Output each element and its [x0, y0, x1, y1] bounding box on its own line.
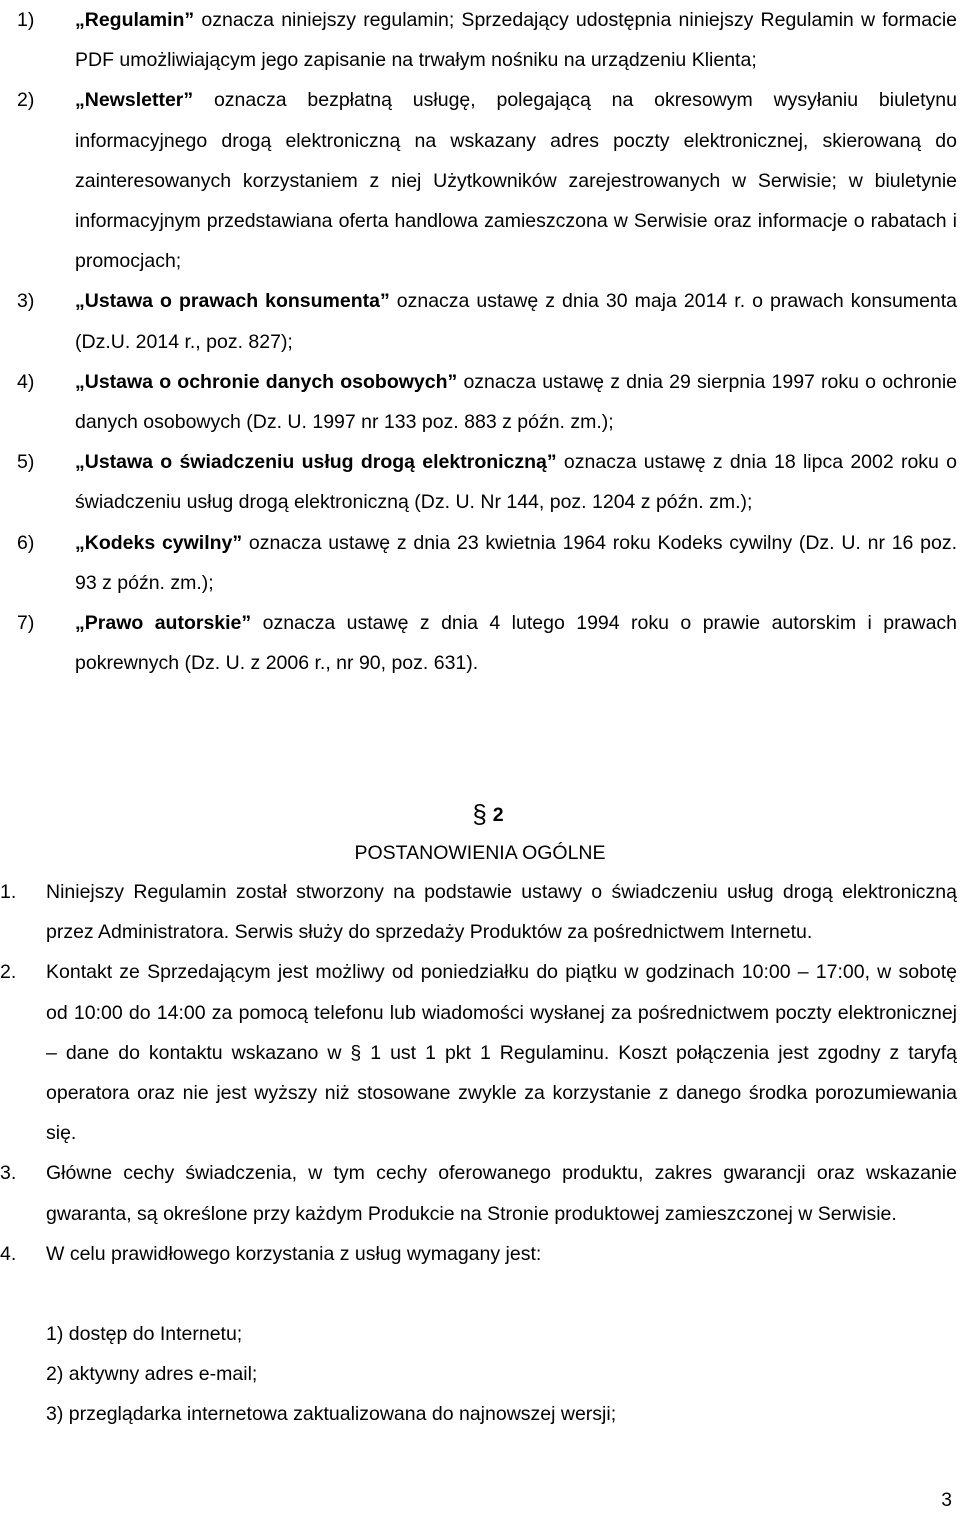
point-text: W celu prawidłowego korzystania z usług wymagany jest: [46, 1242, 542, 1265]
point-text: Kontakt ze Sprzedającym jest możliwy od poniedziałku do piątku w godzinach 10:00 – 17:00, w sobotę od 10:00 do 14:00 za pomocą telefonu lub wiadomości wysłanej za pośrednictwem poczty elektronicznej – dane do kontaktu wskazano w § 1 ust 1 pkt 1 Regulaminu. Koszt połączenia jest zgodny z taryfą operatora oraz nie jest wyższy niż stosowane zwykle za korzystanie z danego środka porozumiewania się. [46, 961, 957, 1145]
definition-body: oznacza ustawę z dnia 18 lipca 2002 roku o świadczeniu usług drogą elektroniczną (Dz. U. Nr 144, poz. 1204 z późn. zm.); [75, 451, 957, 514]
list-item [0, 1153, 957, 1233]
list-item: 3) przeglądarka internetowa zaktualizowana do najnowszej wersji; [46, 1403, 617, 1426]
definition-number: 3) [17, 290, 35, 313]
section-title: POSTANOWIENIA OGÓLNE [354, 842, 606, 864]
section-number [0, 792, 960, 835]
definition-item [17, 442, 957, 522]
definition-text [75, 603, 957, 683]
list-item [0, 872, 957, 952]
points-list [0, 872, 957, 1274]
definition-body: oznacza ustawę z dnia 4 lutego 1994 roku o prawie autorskim i prawach pokrewnych (Dz. U. z 2006 r., nr 90, poz. 631). [75, 612, 958, 675]
definition-body: oznacza bezpłatną usługę, polegającą na okresowym wysyłaniu biuletynu informacyjnego drogą elektroniczną na wskazany adres poczty elektronicznej, skierowaną do zainteresowanych korzystaniem z niej Użytkowników zarejestrowanych w Serwisie; w biuletynie informacyjnym przedstawiana oferta handlowa zamieszczona w Serwisie oraz informacje o rabatach i promocjach; [75, 89, 957, 273]
definition-number: 4) [17, 370, 35, 393]
definition-body: oznacza ustawę z dnia 23 kwietnia 1964 roku Kodeks cywilny (Dz. U. nr 16 poz. 93 z późn. zm.); [75, 531, 958, 594]
definition-body: oznacza ustawę z dnia 30 maja 2014 r. o prawach konsumenta (Dz.U. 2014 r., poz. 827); [75, 290, 957, 353]
definition-term: „Kodeks cywilny” [75, 531, 243, 554]
point-text: Główne cechy świadczenia, w tym cechy oferowanego produktu, zakres gwarancji oraz wskazanie gwaranta, są określone przy każdym Produkcie na Stronie produktowej zamieszczonej w Serwisie. [46, 1162, 957, 1225]
point-number: 1. [0, 881, 17, 903]
list-item [0, 1234, 957, 1274]
definition-text [75, 362, 957, 442]
section-sign-glyph: § [472, 799, 487, 829]
definition-number: 1) [17, 9, 35, 31]
definition-term: „Ustawa o ochronie danych osobowych” [75, 370, 458, 393]
list-item: 1) dostęp do Internetu; [46, 1323, 243, 1345]
definition-number: 7) [17, 612, 35, 635]
page-number: 3 [941, 1490, 952, 1511]
list-item: 2) aktywny adres e-mail; [46, 1363, 258, 1386]
definition-term: „Newsletter” [75, 89, 194, 112]
section-number-value: 2 [492, 804, 504, 826]
definition-body: oznacza ustawę z dnia 29 sierpnia 1997 roku o ochronie danych osobowych (Dz. U. 1997 nr 133 poz. 883 z późn. zm.); [75, 370, 957, 434]
definition-item [17, 80, 957, 281]
section-heading [0, 792, 960, 871]
definition-term: „Ustawa o świadczeniu usług drogą elektroniczną” [75, 451, 557, 474]
definition-text [75, 523, 957, 603]
definition-body: oznacza niniejszy regulamin; Sprzedający udostępnia niniejszy Regulamin w formacie PDF umożliwiającym jego zapisanie na trwałym nośniku na urządzeniu Klienta; [75, 9, 957, 72]
point-number: 3. [0, 1162, 17, 1185]
definition-item [17, 603, 957, 683]
list-item [0, 952, 957, 1153]
definition-item [17, 0, 957, 80]
definition-text [75, 80, 957, 281]
definition-number: 5) [17, 451, 35, 474]
definitions-list [17, 0, 957, 683]
definition-text [75, 442, 957, 522]
point-text: Niniejszy Regulamin został stworzony na podstawie ustawy o świadczeniu usług drogą elektroniczną przez Administratora. Serwis służy do sprzedaży Produktów za pośrednictwem Internetu. [46, 881, 957, 944]
definition-number: 2) [17, 89, 35, 112]
requirements-list [46, 1314, 946, 1435]
definition-term: „Prawo autorskie” [75, 612, 252, 635]
definition-number: 6) [17, 531, 35, 554]
definition-term: „Regulamin” [75, 9, 195, 31]
definition-item [17, 523, 957, 603]
definition-item [17, 362, 957, 442]
definition-term: „Ustawa o prawach konsumenta” [75, 290, 390, 313]
point-number: 4. [0, 1242, 17, 1265]
definition-text [75, 0, 957, 80]
definition-text [75, 281, 957, 361]
definition-item [17, 281, 957, 361]
point-number: 2. [0, 961, 17, 984]
